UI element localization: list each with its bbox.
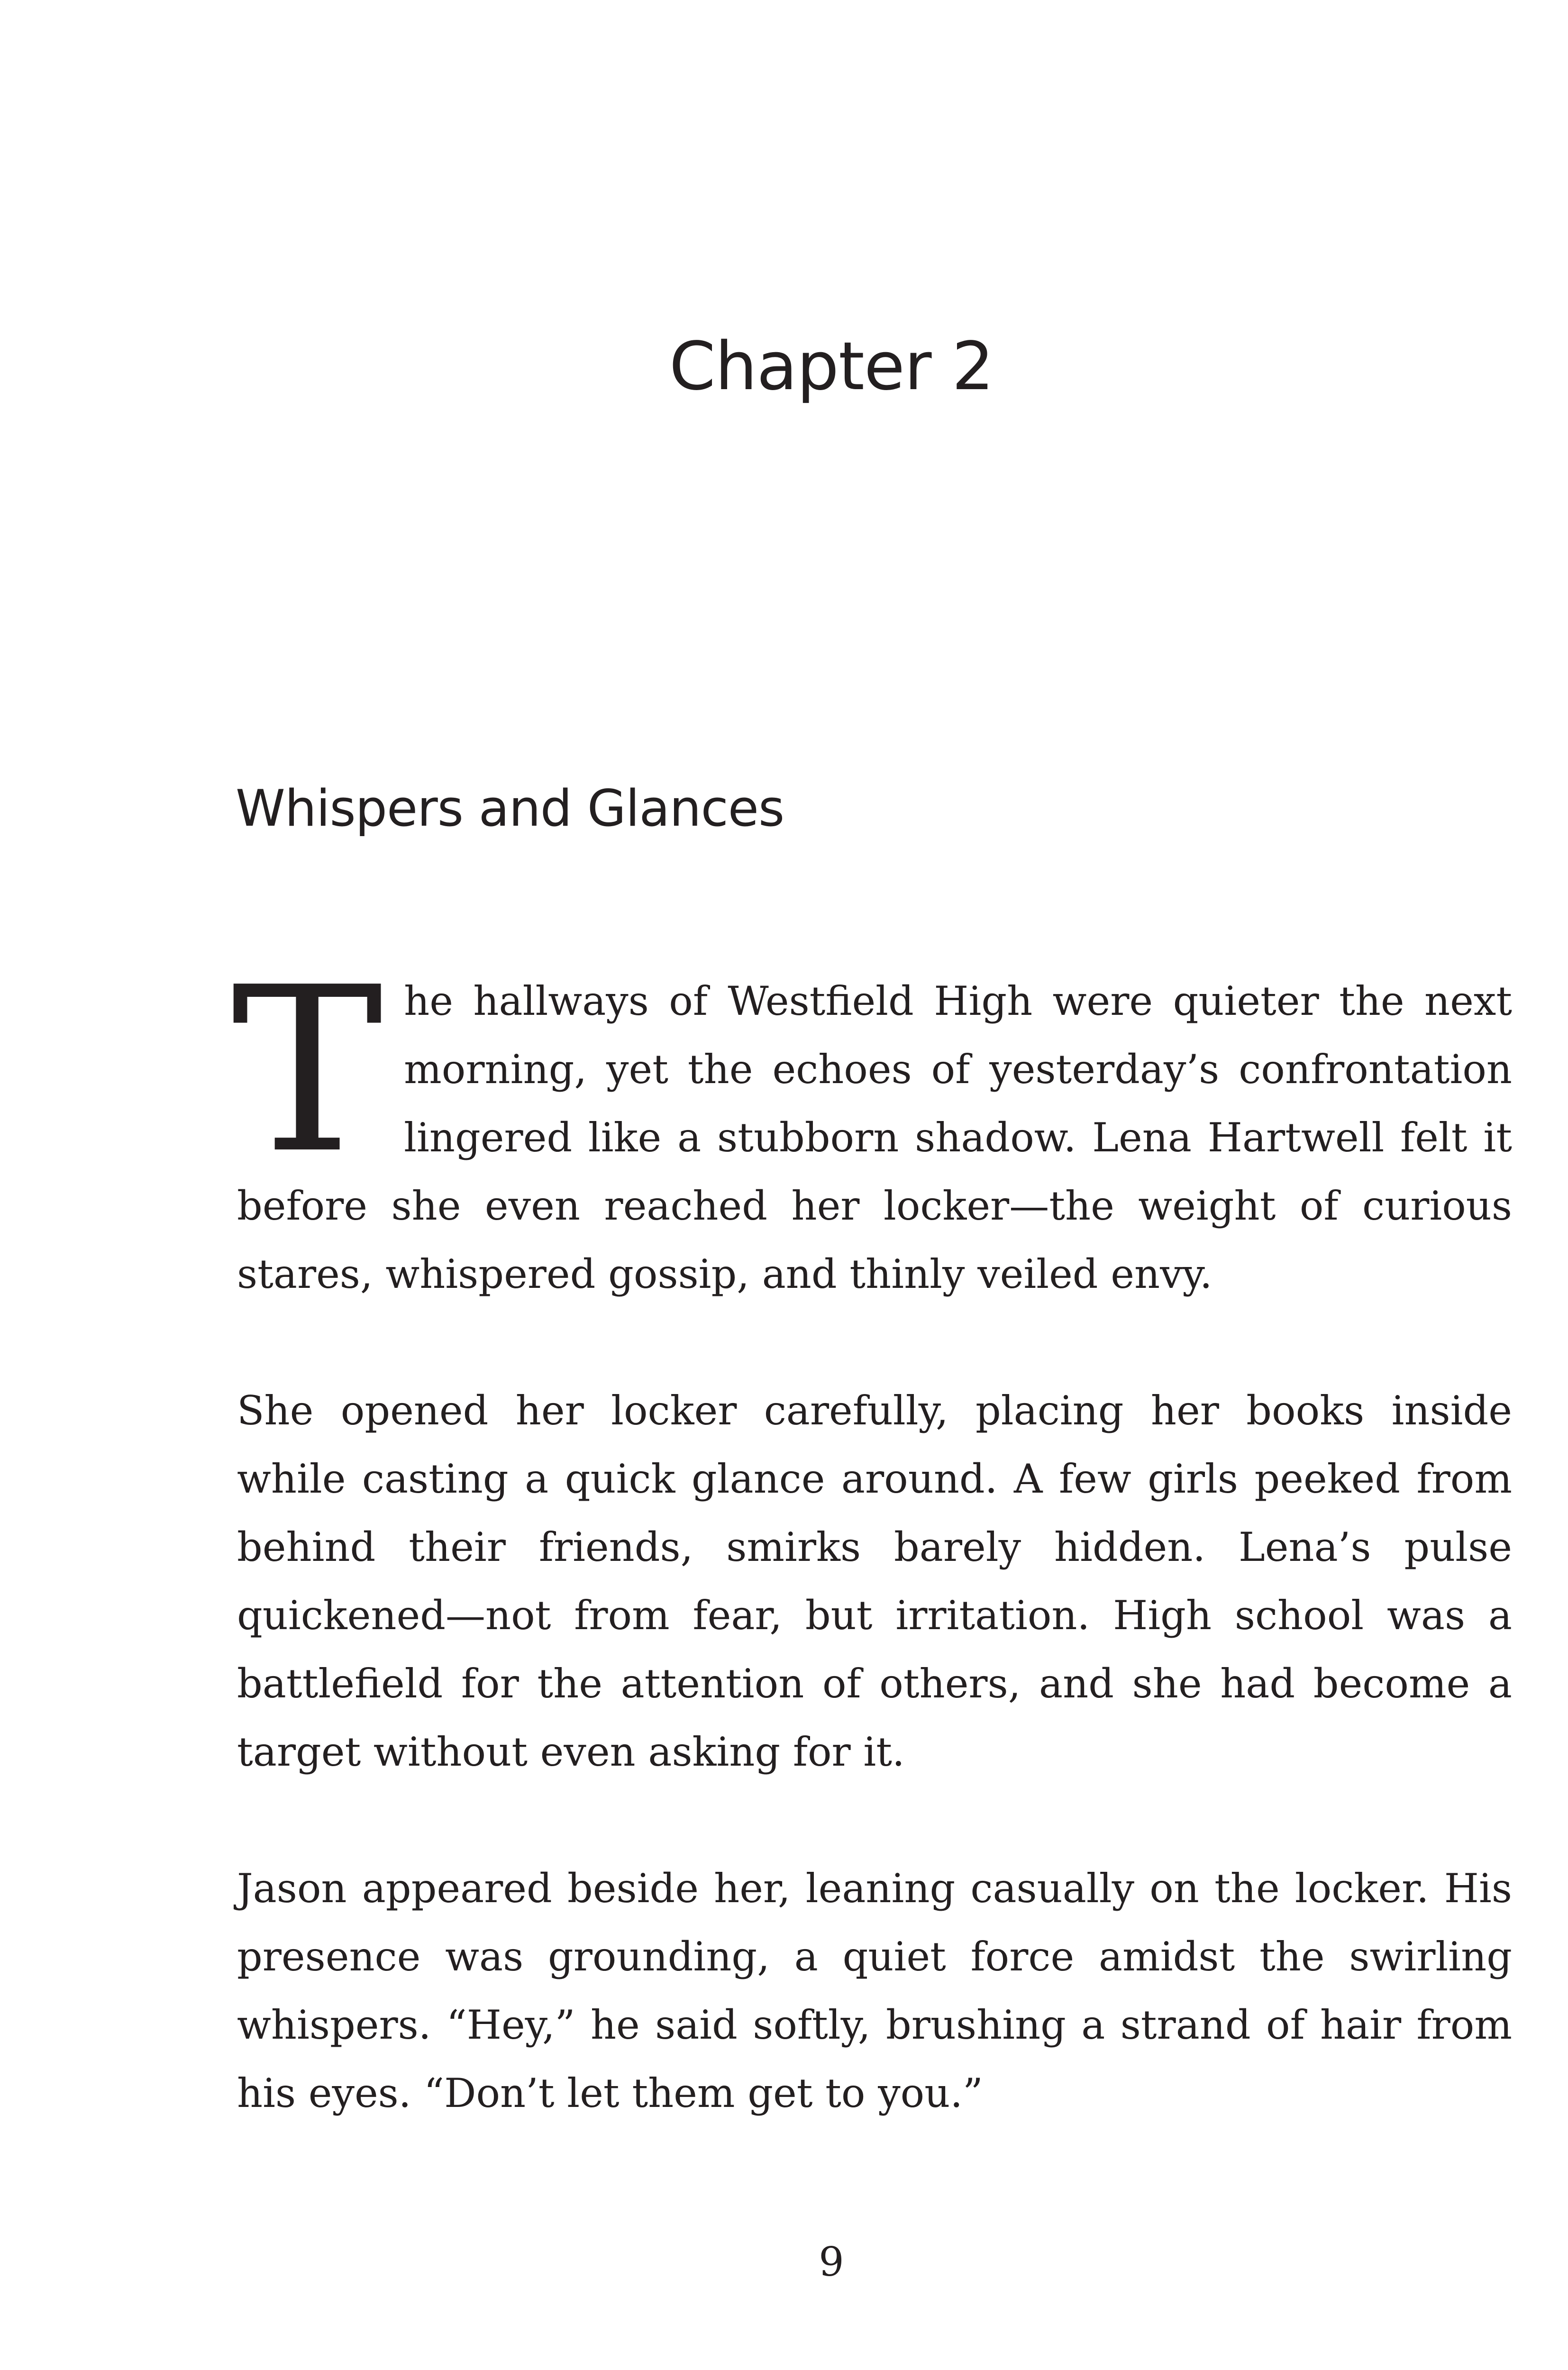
drop-cap: T (231, 939, 383, 1203)
page-number: 9 (819, 2239, 844, 2285)
paragraph-2: She opened her locker carefully, placing her books inside while casting a quick glance around. A few girls peeked from behind their friends, smirks barely hidden. Lena’s pulse quickened—not from fear, but irritation. High school was a battlefield for the attention of others, and she had become a target without even asking for it. (237, 1387, 1512, 1775)
chapter-body (231, 939, 1512, 2127)
paragraph-3: Jason appeared beside her, leaning casually on the locker. His presence was grounding, a quiet force amidst the swirling whispers. “Hey,” he said softly, brushing a strand of hair from his eyes. “Don’t let them get to you.” (237, 1865, 1512, 2116)
section-title: Whispers and Glances (236, 779, 784, 838)
chapter-title: Chapter 2 (669, 328, 994, 405)
paragraph-1 (231, 939, 1512, 1308)
paragraph-1-text: he hallways of Westfield High were quieter the next morning, yet the echoes of yesterday’s confrontation lingered like a stubborn shadow. Lena Hartwell felt it before she even reached her locker—the weight of curious stares, whispered gossip, and thinly veiled envy. (237, 978, 1512, 1297)
